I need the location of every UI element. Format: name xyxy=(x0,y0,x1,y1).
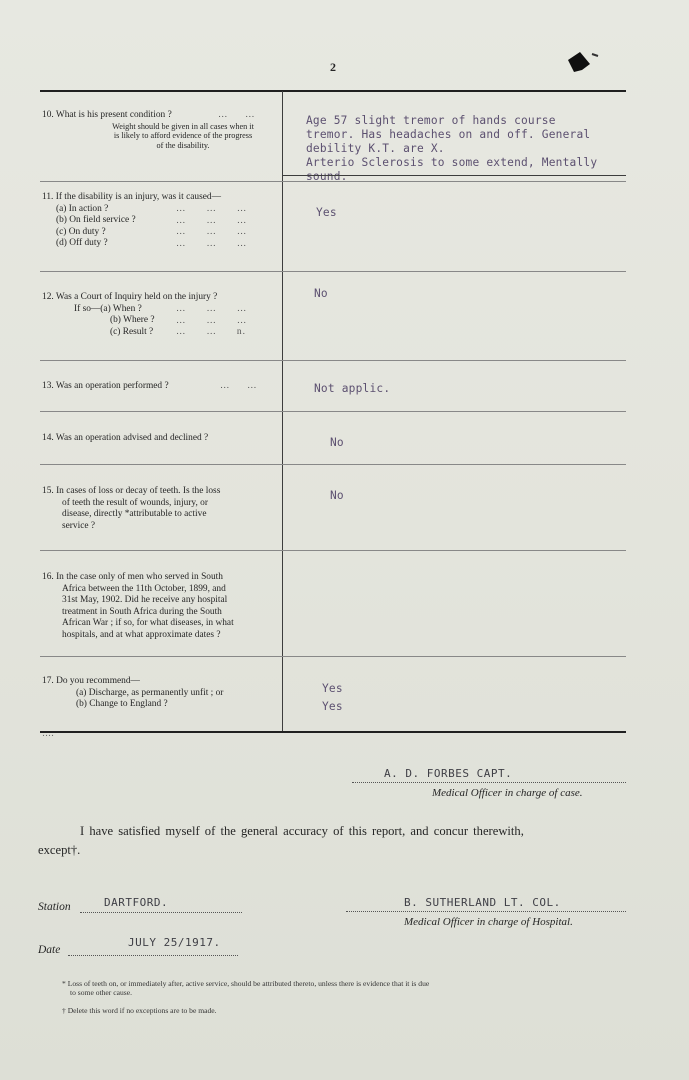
answer-17b: Yes xyxy=(322,700,343,713)
footnote-teeth xyxy=(62,979,622,997)
question-15-text: disease, directly *attributable to active xyxy=(62,509,207,519)
question-17-label: 17. Do you recommend— xyxy=(42,676,140,686)
question-12b: (b) Where ? xyxy=(110,315,155,325)
question-16-label: 16. In the case only of men who served in South xyxy=(42,572,223,582)
question-11-label: 11. If the disability is an injury, was it caused— xyxy=(42,192,221,202)
question-15 xyxy=(42,486,276,532)
answer-14: No xyxy=(330,436,344,449)
answer-17a: Yes xyxy=(322,682,343,695)
answer-10-line: tremor. Has headaches on and off. General xyxy=(306,128,591,141)
row-rule xyxy=(40,656,626,657)
station-value: DARTFORD. xyxy=(104,896,169,909)
leader-dots: … … … … … … … … … … … … xyxy=(176,204,248,249)
question-16-text: 31st May, 1902. Did he receive any hospital xyxy=(62,595,228,605)
question-16-text: African War ; if so, for what diseases, in what xyxy=(62,618,234,628)
row-rule xyxy=(40,550,626,551)
station-line xyxy=(80,912,242,913)
question-16-text: Africa between the 11th October, 1899, and xyxy=(62,583,226,594)
question-16 xyxy=(42,572,278,641)
leader-dots: … … xyxy=(218,110,256,120)
hospital-signature: B. SUTHERLAND LT. COL. xyxy=(404,896,561,909)
answer-10 xyxy=(306,114,597,184)
ink-blot-mark xyxy=(560,48,600,78)
answer-10-rule xyxy=(282,175,626,176)
scribble-marks: ‥‥ xyxy=(42,728,55,738)
question-11b: (b) On field service ? xyxy=(56,215,136,225)
question-10-label: 10. What is his present condition ? xyxy=(42,110,172,120)
footnote-delete: † Delete this word if no exceptions are to be made. xyxy=(62,1006,217,1015)
question-12a: If so—(a) When ? xyxy=(74,303,142,314)
question-12-label: 12. Was a Court of Inquiry held on the injury ? xyxy=(42,292,218,302)
date-value: JULY 25/1917. xyxy=(128,936,221,949)
date-line xyxy=(68,955,238,956)
question-15-text: service ? xyxy=(62,520,96,531)
answer-13: Not applic. xyxy=(314,382,391,395)
answer-12: No xyxy=(314,287,328,300)
question-12c: (c) Result ? xyxy=(110,326,154,337)
question-11d: (d) Off duty ? xyxy=(56,238,108,248)
officer-signature-line xyxy=(352,782,626,783)
question-16-text: treatment in South Africa during the South xyxy=(62,606,222,617)
answer-10-line: Arterio Sclerosis to some extend, Mentally xyxy=(306,156,598,169)
question-11c: (c) On duty ? xyxy=(56,226,106,237)
row-rule xyxy=(40,181,626,182)
row-rule xyxy=(40,271,626,272)
question-10-note: Weight should be given in all cases when it xyxy=(112,121,254,131)
hospital-signature-line xyxy=(346,911,626,912)
officer-caption: Medical Officer in charge of case. xyxy=(432,787,583,799)
officer-signature: A. D. FORBES CAPT. xyxy=(384,767,513,780)
answer-11: Yes xyxy=(316,206,337,219)
question-13-label: 13. Was an operation performed ? xyxy=(42,381,169,391)
answer-15: No xyxy=(330,489,344,502)
page-number: 2 xyxy=(330,60,336,74)
hospital-caption: Medical Officer in charge of Hospital. xyxy=(404,916,573,928)
date-label: Date xyxy=(38,944,61,956)
except-text: except†. xyxy=(38,843,81,857)
concurrence-text: I have satisfied myself of the general accuracy of this report, and concur therewith, xyxy=(80,824,524,838)
station-label: Station xyxy=(38,901,71,913)
footnote-teeth-line: to some other cause. xyxy=(70,988,132,997)
row-rule xyxy=(40,360,626,361)
row-rule xyxy=(40,411,626,412)
question-15-text: of teeth the result of wounds, injury, or xyxy=(62,497,208,508)
question-15-label: 15. In cases of loss or decay of teeth. Is the loss xyxy=(42,486,221,496)
question-17 xyxy=(42,676,278,711)
bleed-through-text xyxy=(205,35,211,46)
table-bottom-rule xyxy=(40,731,626,733)
question-17b: (b) Change to England ? xyxy=(76,699,168,709)
footnote-teeth-line: * Loss of teeth on, or immediately after, active service, should be attributed thereto, unless there is evidence that it is due xyxy=(62,979,430,988)
question-10-note: is likely to afford evidence of the progress xyxy=(113,131,253,141)
leader-dots: … … xyxy=(220,381,258,391)
question-14-label: 14. Was an operation advised and declined ? xyxy=(42,433,209,443)
table-top-rule xyxy=(40,90,626,92)
question-17a: (a) Discharge, as permanently unfit ; or xyxy=(76,687,224,698)
answer-10-line: Age 57 slight tremor of hands course xyxy=(306,114,556,127)
question-11a: (a) In action ? xyxy=(56,203,109,214)
leader-dots: … … … … … … … … n. xyxy=(176,304,248,337)
answer-10-line: sound. xyxy=(306,170,348,183)
answer-10-line: debility K.T. are X. xyxy=(306,142,445,155)
row-rule xyxy=(40,464,626,465)
question-16-text: hospitals, and at what approximate dates ? xyxy=(62,629,221,640)
question-10-note: of the disability. xyxy=(156,140,210,150)
